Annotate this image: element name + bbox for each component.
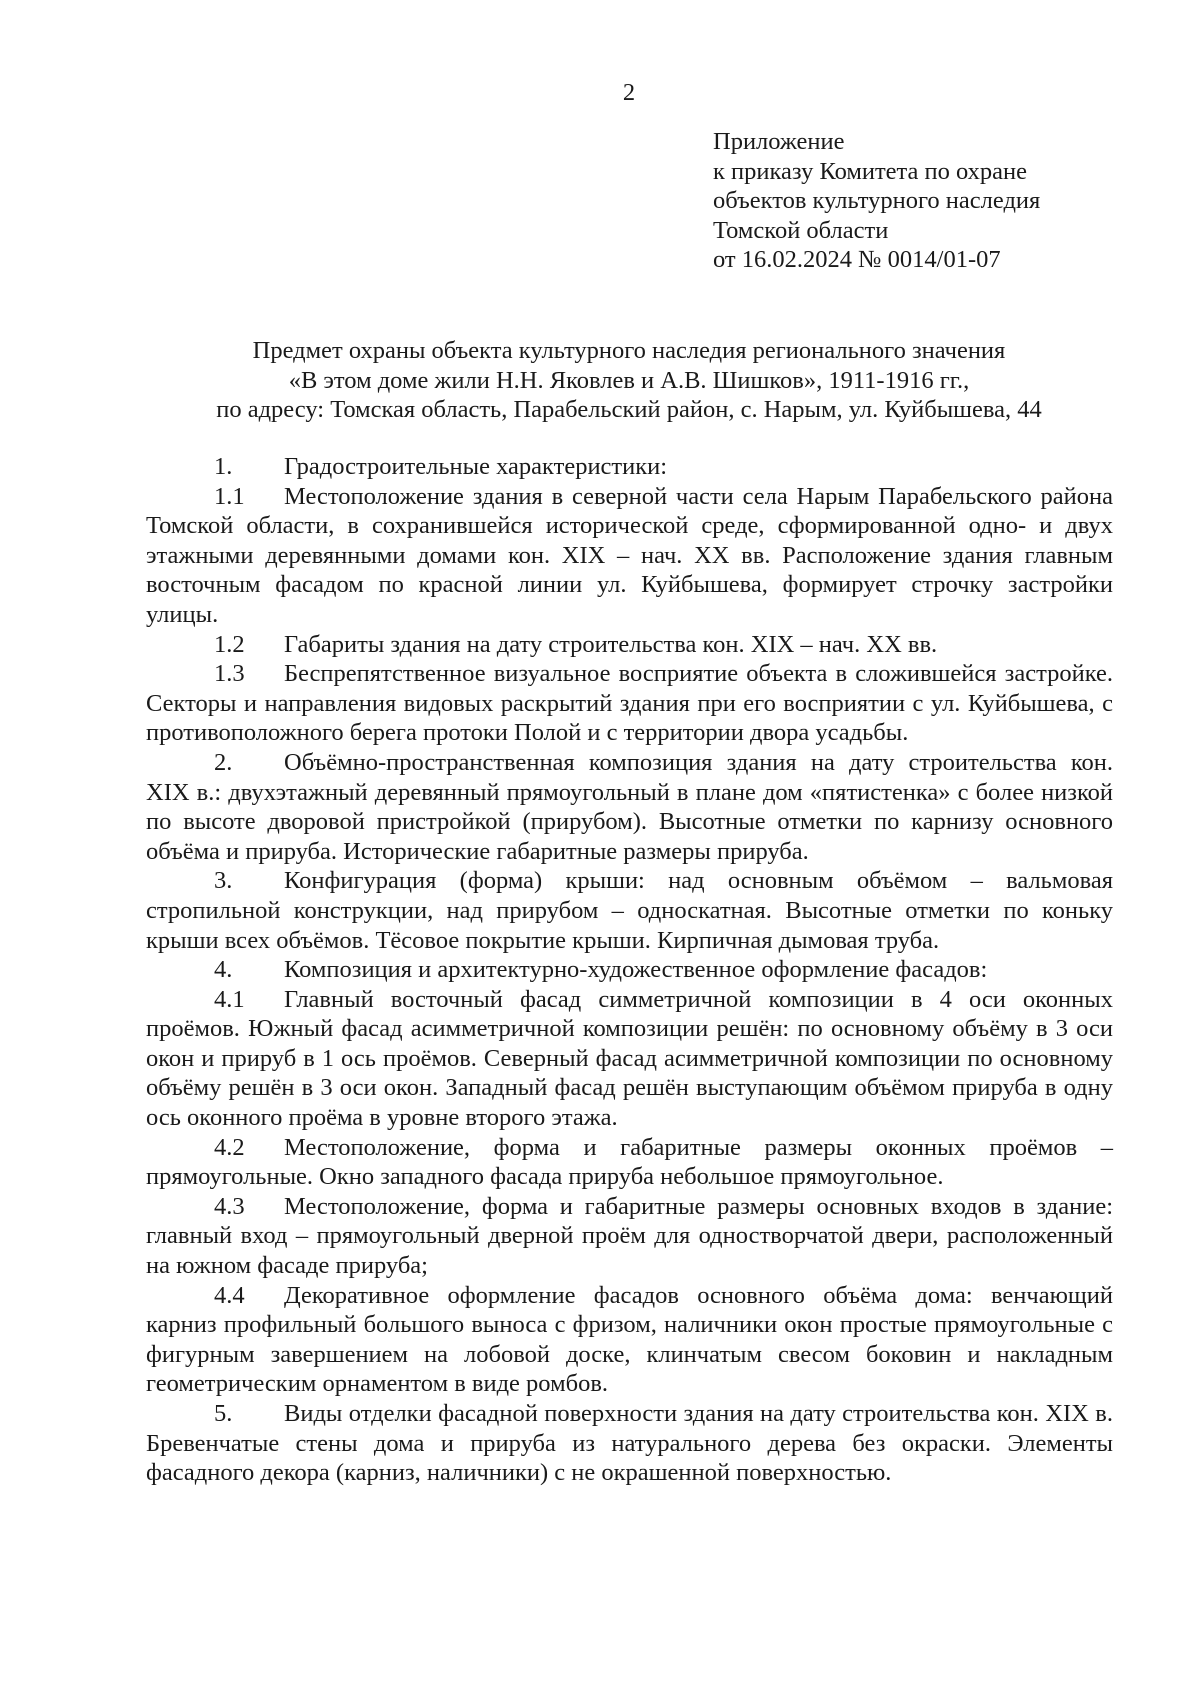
title-line: Предмет охраны объекта культурного наследия регионального значения [252,337,1006,364]
paragraph-number: 4.3 [214,1192,245,1220]
paragraph-number: 1.2 [214,630,245,658]
paragraph [146,866,1113,955]
paragraph [146,748,1113,866]
paragraph-number: 1. [214,453,233,480]
paragraph-text: Местоположение здания в северной части села Нарым Парабельского района Томской области, в сохранившейся исторической среде, сформированной одно- и двух этажными деревянными домами кон. XIX – нач. XX вв. Расположение здания главным восточным фасадом по красной линии ул. Куйбышева, формирует строчку застройки улицы. [146,482,1113,628]
appendix-block [713,127,1113,275]
paragraph-number: 5. [214,1400,233,1427]
paragraph-text: Градостроительные характеристики: [284,453,668,480]
appendix-line: Приложение [713,128,845,155]
paragraph-number: 4.1 [214,985,245,1013]
paragraph-number: 4.2 [214,1133,245,1161]
paragraph-text: Виды отделки фасадной поверхности здания на дату строительства кон. XIX в. Бревенчатые стены дома и прируба из натурального дерева без окраски. Элементы фасадного декора (карниз, наличники) с не окрашенной поверхностью. [146,1400,1113,1487]
paragraph-number: 1.1 [214,482,245,510]
title-line: «В этом доме жили Н.Н. Яковлев и А.В. Шишков», 1911-1916 гг., [288,366,970,394]
document-body [146,452,1113,1488]
paragraph-text: Конфигурация (форма) крыши: над основным объёмом – вальмовая стропильной конструкции, над прирубом – односкатная. Высотные отметки по коньку крыши всех объёмов. Тёсовое покрытие крыши. Кирпичная дымовая труба. [146,867,1113,954]
paragraph [146,955,1113,985]
paragraph [146,482,1113,630]
paragraph [146,1399,1113,1488]
paragraph [146,1133,1113,1192]
page-number: 2 [622,79,636,106]
paragraph [146,985,1113,1133]
paragraph-number: 1.3 [214,660,245,688]
paragraph [146,1192,1113,1281]
paragraph-text: Местоположение, форма и габаритные размеры оконных проёмов – прямоугольные. Окно западного фасада прируба небольшое прямоугольное. [146,1133,1113,1191]
paragraph [146,659,1113,748]
title-line: по адресу: Томская область, Парабельский район, с. Нарым, ул. Куйбышева, 44 [216,396,1042,424]
paragraph-text: Габариты здания на дату строительства кон. XIX – нач. XX вв. [284,630,938,658]
paragraph-text: Главный восточный фасад симметричной композиции в 4 оси оконных проёмов. Южный фасад асимметричной композиции решён: по основному объёму в 3 оси окон и прируб в 1 ось проёмов. Северный фасад асимметричной композиции по основному объёму решён в 3 оси окон. Западный фасад решён выступающим объёмом прируба в одну ось оконного проёма в уровне второго этажа. [146,985,1113,1132]
paragraph-text: Объёмно-пространственная композиция здания на дату строительства кон. XIX в.: двухэтажный деревянный прямоугольный в плане дом «пятистенка» с более низкой по высоте дворовой пристройкой (прирубом). Высотные отметки по карнизу основного объёма и прируба. Исторические габаритные размеры прируба. [146,748,1113,865]
paragraph-text: Декоративное оформление фасадов основного объёма дома: венчающий карниз профильный большого выноса с фризом, наличники окон простые прямоугольные с фигурным завершением на лобовой доске, клинчатым свесом боковин и накладным геометрическим орнаментом в виде ромбов. [146,1281,1113,1398]
paragraph [146,452,1113,482]
paragraph-number: 4. [214,956,233,984]
appendix-line: объектов культурного наследия [713,187,1041,215]
paragraph-text: Местоположение, форма и габаритные размеры основных входов в здание: главный вход – прямоугольный дверной проём для одностворчатой двери, расположенный на южном фасаде прируба; [146,1192,1113,1280]
paragraph-number: 4.4 [214,1281,245,1309]
paragraph-number: 2. [214,748,233,776]
document-title [0,336,1200,425]
appendix-line: Томской области [713,216,889,244]
paragraph-text: Композиция и архитектурно-художественное оформление фасадов: [284,956,988,984]
paragraph-number: 3. [214,867,233,895]
appendix-line: от 16.02.2024 № 0014/01-07 [713,246,1001,274]
appendix-line: к приказу Комитета по охране [713,157,1028,185]
paragraph-text: Беспрепятственное визуальное восприятие объекта в сложившейся застройке. Секторы и направления видовых раскрытий здания при его восприятии с ул. Куйбышева, с противоположного берега протоки Полой и с территории двора усадьбы. [146,660,1113,747]
paragraph [146,1281,1113,1399]
paragraph [146,630,1113,660]
